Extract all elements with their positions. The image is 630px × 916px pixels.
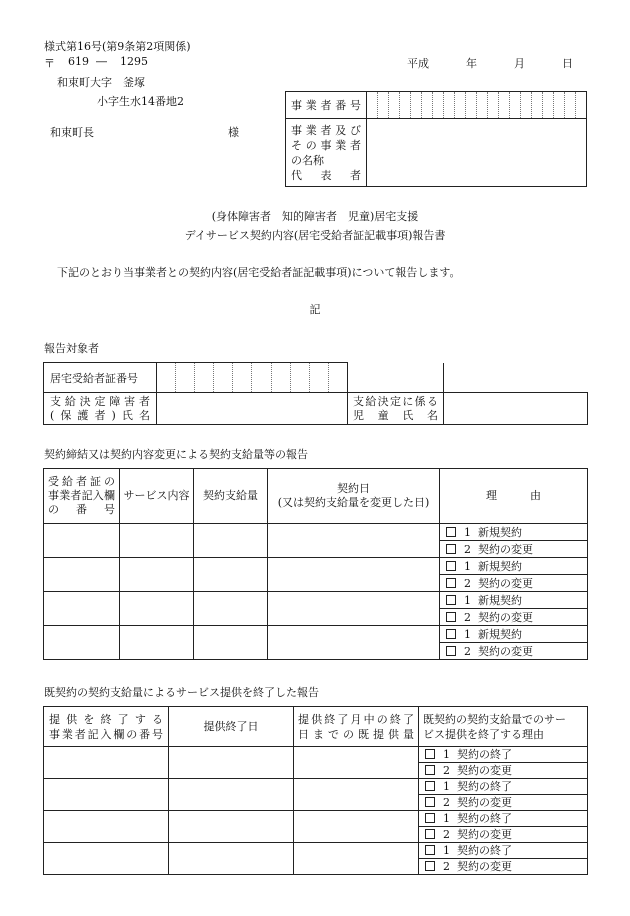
option-number: 2 xyxy=(443,860,450,873)
option-label: 契約の変更 xyxy=(457,796,512,809)
col-contract-amount: 契約支給量 xyxy=(194,469,268,524)
option-number: 2 xyxy=(443,796,450,809)
option-label: 契約の終了 xyxy=(457,748,512,761)
option-number: 2 xyxy=(443,828,450,841)
option-label: 新規契約 xyxy=(478,593,522,607)
termination-reason-option[interactable] xyxy=(419,747,588,763)
option-number: 1 xyxy=(443,748,450,761)
contract-cell[interactable] xyxy=(44,558,120,592)
contract-row xyxy=(44,626,588,643)
termination-row xyxy=(44,779,588,795)
address-line-1: 和束町大字 釜塚 xyxy=(57,76,145,89)
contract-cell[interactable] xyxy=(44,626,120,660)
title-line-1: (身体障害者 知的障害者 児童)居宅支援 xyxy=(211,210,419,223)
option-number: 2 xyxy=(443,764,450,777)
col-provided-amount: 提供終了月中の終了 日までの既提供量 xyxy=(294,707,419,747)
termination-reason-option[interactable] xyxy=(419,811,588,827)
contract-cell[interactable] xyxy=(44,592,120,626)
contract-reason-option[interactable] xyxy=(440,541,588,558)
termination-cell[interactable] xyxy=(169,747,294,779)
contract-cell[interactable] xyxy=(120,626,194,660)
checkbox[interactable] xyxy=(425,845,435,855)
termination-cell[interactable] xyxy=(294,779,419,811)
option-number: 2 xyxy=(464,542,471,556)
option-label: 契約の変更 xyxy=(478,542,533,556)
col-contract-date: 契約日 (又は契約支給量を変更した日) xyxy=(268,469,440,524)
option-number: 2 xyxy=(464,610,471,624)
option-label: 新規契約 xyxy=(478,627,522,641)
termination-reason-option[interactable] xyxy=(419,843,588,859)
col-cert-field-number: 受給者証の 事業者記入欄 の 番 号 xyxy=(44,469,120,524)
date-day: 日 xyxy=(562,57,573,70)
termination-cell[interactable] xyxy=(44,811,169,843)
termination-row xyxy=(44,843,588,859)
contract-reason-option[interactable] xyxy=(440,643,588,660)
checkbox[interactable] xyxy=(425,749,435,759)
termination-cell[interactable] xyxy=(169,811,294,843)
contract-cell[interactable] xyxy=(194,626,268,660)
contract-row xyxy=(44,558,588,575)
checkbox[interactable] xyxy=(425,813,435,823)
child-name-label: 支給決定に係る 児 童 氏 名 xyxy=(348,393,444,425)
contract-reason-option[interactable] xyxy=(440,575,588,592)
checkbox[interactable] xyxy=(446,561,456,571)
postal-dash: ― xyxy=(96,55,107,68)
checkbox[interactable] xyxy=(446,527,456,537)
title-line-2: デイサービス契約内容(居宅受給者証記載事項)報告書 xyxy=(184,229,446,242)
checkbox[interactable] xyxy=(425,781,435,791)
termination-cell[interactable] xyxy=(169,843,294,875)
option-label: 契約の変更 xyxy=(478,610,533,624)
subject-table xyxy=(43,362,588,425)
postal-code-1: 619 xyxy=(68,55,89,68)
contract-cell[interactable] xyxy=(194,524,268,558)
termination-row xyxy=(44,747,588,763)
section2-heading: 契約締結又は契約内容変更による契約支給量等の報告 xyxy=(44,448,308,461)
business-number-label: 事業者番号 xyxy=(286,92,367,119)
checkbox[interactable] xyxy=(446,629,456,639)
contract-row xyxy=(44,592,588,609)
contract-cell[interactable] xyxy=(120,524,194,558)
termination-cell[interactable] xyxy=(294,843,419,875)
business-number-field[interactable] xyxy=(367,92,587,119)
option-number: 1 xyxy=(464,559,471,573)
form-id: 様式第16号(第9条第2項関係) xyxy=(44,40,191,53)
option-number: 1 xyxy=(464,593,471,607)
option-label: 契約の終了 xyxy=(457,780,512,793)
termination-table xyxy=(43,706,588,875)
recipient-name: 和束町長 xyxy=(50,126,94,139)
col-end-field-number: 提供を終了する 事業者記入欄の番号 xyxy=(44,707,169,747)
contract-reason-option[interactable] xyxy=(440,609,588,626)
option-label: 新規契約 xyxy=(478,559,522,573)
recipient-honorific: 様 xyxy=(228,126,239,139)
termination-cell[interactable] xyxy=(169,779,294,811)
person-name-label: 支給決定障害者 (保護者)氏名 xyxy=(44,393,157,425)
contract-cell[interactable] xyxy=(194,558,268,592)
option-label: 契約の変更 xyxy=(478,576,533,590)
option-label: 契約の終了 xyxy=(457,844,512,857)
col-end-reason: 既契約の契約支給量でのサー ビス提供を終了する理由 xyxy=(419,707,588,747)
option-label: 契約の変更 xyxy=(457,828,512,841)
person-name-field[interactable] xyxy=(157,393,348,425)
business-name-field[interactable] xyxy=(367,119,587,187)
contract-reason-option[interactable] xyxy=(440,524,588,541)
termination-cell[interactable] xyxy=(294,811,419,843)
checkbox[interactable] xyxy=(446,578,456,588)
postal-code-2: 1295 xyxy=(120,55,148,68)
option-label: 契約の変更 xyxy=(478,644,533,658)
option-number: 1 xyxy=(443,812,450,825)
termination-cell[interactable] xyxy=(44,843,169,875)
termination-cell[interactable] xyxy=(44,779,169,811)
contract-reason-option[interactable] xyxy=(440,626,588,643)
termination-reason-option[interactable] xyxy=(419,795,588,811)
contract-cell[interactable] xyxy=(268,558,440,592)
checkbox[interactable] xyxy=(425,797,435,807)
cert-number-field[interactable] xyxy=(157,363,348,393)
contract-reason-option[interactable] xyxy=(440,592,588,609)
section3-heading: 既契約の契約支給量によるサービス提供を終了した報告 xyxy=(44,686,319,699)
ki-mark: 記 xyxy=(309,303,321,316)
option-number: 2 xyxy=(464,644,471,658)
col-service-content: サービス内容 xyxy=(120,469,194,524)
contract-cell[interactable] xyxy=(268,626,440,660)
contract-table xyxy=(43,468,588,660)
checkbox[interactable] xyxy=(446,612,456,622)
termination-reason-option[interactable] xyxy=(419,859,588,875)
contract-cell[interactable] xyxy=(268,592,440,626)
contract-cell[interactable] xyxy=(268,524,440,558)
contract-cell[interactable] xyxy=(120,592,194,626)
contract-cell[interactable] xyxy=(120,558,194,592)
option-number: 1 xyxy=(464,627,471,641)
contract-cell[interactable] xyxy=(194,592,268,626)
checkbox[interactable] xyxy=(446,595,456,605)
option-number: 1 xyxy=(443,844,450,857)
termination-cell[interactable] xyxy=(294,747,419,779)
option-label: 契約の変更 xyxy=(457,764,512,777)
section1-heading: 報告対象者 xyxy=(44,342,99,355)
option-number: 1 xyxy=(464,525,471,539)
termination-reason-option[interactable] xyxy=(419,779,588,795)
contract-row xyxy=(44,524,588,541)
cert-number-label: 居宅受給者証番号 xyxy=(44,363,157,393)
option-label: 契約の変更 xyxy=(457,860,512,873)
termination-reason-option[interactable] xyxy=(419,827,588,843)
address-line-2: 小字生水14番地2 xyxy=(97,95,184,108)
checkbox[interactable] xyxy=(425,765,435,775)
option-number: 1 xyxy=(443,780,450,793)
col-end-date: 提供終了日 xyxy=(169,707,294,747)
contract-reason-option[interactable] xyxy=(440,558,588,575)
business-name-label: 事業者及び その事業者 の名称 代 表 者 xyxy=(286,119,367,187)
date-year: 年 xyxy=(466,57,477,70)
intro-text: 下記のとおり当事業者との契約内容(居宅受給者証記載事項)について報告します。 xyxy=(57,266,461,279)
option-number: 2 xyxy=(464,576,471,590)
col-reason: 理 由 xyxy=(440,469,588,524)
checkbox[interactable] xyxy=(425,861,435,871)
business-table xyxy=(285,91,587,187)
termination-reason-option[interactable] xyxy=(419,763,588,779)
contract-cell[interactable] xyxy=(44,524,120,558)
checkbox[interactable] xyxy=(446,646,456,656)
option-label: 新規契約 xyxy=(478,525,522,539)
child-name-field[interactable] xyxy=(444,393,588,425)
termination-cell[interactable] xyxy=(44,747,169,779)
postal-mark: 〒 xyxy=(44,57,55,70)
checkbox[interactable] xyxy=(446,544,456,554)
date-era: 平成 xyxy=(407,57,429,70)
checkbox[interactable] xyxy=(425,829,435,839)
termination-row xyxy=(44,811,588,827)
date-month: 月 xyxy=(514,57,525,70)
option-label: 契約の終了 xyxy=(457,812,512,825)
